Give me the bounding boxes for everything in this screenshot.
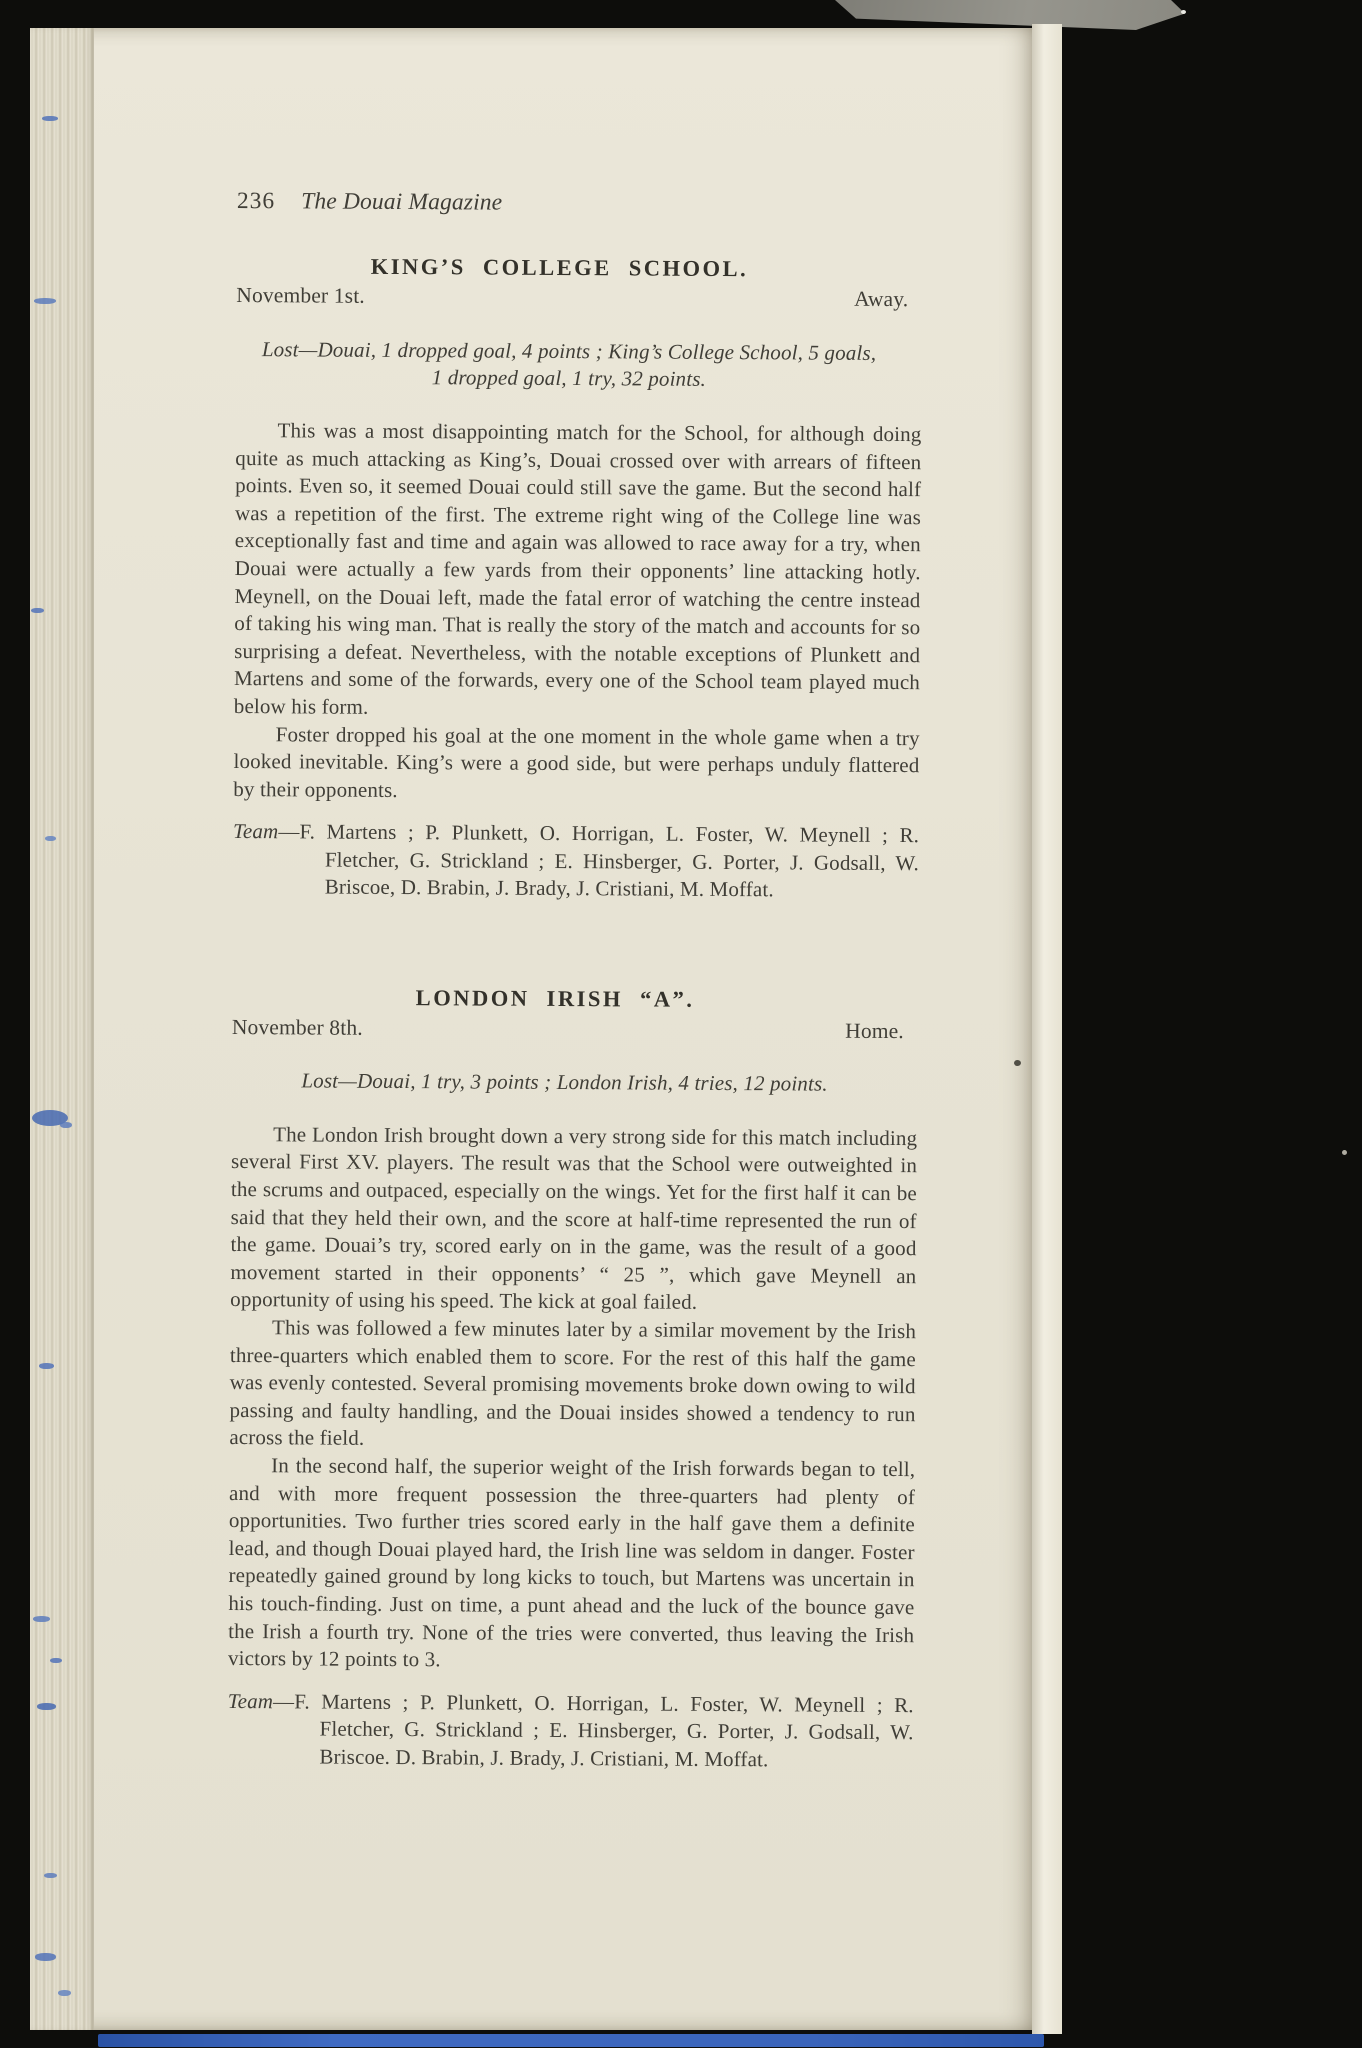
blue-ink-mark <box>34 298 56 304</box>
blue-ink-mark <box>50 1658 62 1663</box>
result-line: Lost—Douai, 1 dropped goal, 4 points ; King’s College School, 5 goals, <box>261 336 877 365</box>
report-paragraph: This was followed a few minutes later by a similar movement by the Irish three-quarters which enabled them to score. For the rest of this half the game was evenly contested. Several promising movements broke down owing to wild passing and faulty handling, and the Douai insides showed a tendency to run across the field. <box>229 1315 917 1451</box>
blue-ink-mark <box>58 1990 71 1996</box>
running-head <box>237 188 923 220</box>
team-label: Team <box>232 819 279 844</box>
report-paragraph: Foster dropped his goal at the one moment in the whole game when a try looked inevitable. King’s were a good side, but were perhaps unduly flattered by their opponents. <box>233 721 920 802</box>
report-paragraph: In the second half, the superior weight of the Irish forwards began to tell, and with more frequent possession the three-quarters had plenty of opportunities. Two further tries scored early in the half gave them a definite lead, and though Douai played hard, the Irish line was seldom in danger. Foster repeatedly gained ground by long kicks to touch, but Martens was uncertain in his touch-finding. Just on time, a punt ahead and the luck of the bounce gave the Irish a fourth try. None of the tries were converted, thus leaving the Irish victors by 12 points to 3. <box>227 1453 916 1672</box>
magazine-title: The Douai Magazine <box>301 188 503 216</box>
team-list <box>233 818 919 905</box>
report-body <box>228 1121 917 1677</box>
blue-ink-mark <box>42 116 58 121</box>
result-line: 1 dropped goal, 1 try, 32 points. <box>431 365 707 392</box>
next-page-edge <box>1032 24 1062 2034</box>
report-paragraph: The London Irish brought down a very strong side for this match including several First XV. players. The result was that the School were outweighted in the scrums and outpaced, especially on the wings. Yet for the first half it can be said that they held their own, and the score at half-time represented the run of the game. Douai’s try, scored early on in the game, was the result of a good movement started in their opponents’ “ 25 ”, which gave Meynell an opportunity of using his speed. The kick at goal failed. <box>230 1122 918 1315</box>
ink-speck <box>1014 1060 1021 1066</box>
printed-page-content <box>227 188 923 1775</box>
report-body <box>233 417 921 807</box>
team-label: Team <box>227 1688 274 1713</box>
match-venue: Away. <box>854 286 909 312</box>
blue-ink-mark <box>45 836 56 841</box>
report-paragraph: This was a most disappointing match for the School, for although doing quite as much attacking as King’s, Douai crossed over with arrears of fifteen points. Even so, it seemed Douai could still save the game. But the second half was a repetition of the first. The extreme right wing of the College line was exceptionally fast and time and again was allowed to race away for a try, when Douai were actually a few yards from their opponents’ line attacking hotly. Meynell, on the Douai left, made the fatal error of watching the centre instead of taking his wing man. That is really the story of the match and accounts for so surprising a defeat. Nevertheless, with the notable exceptions of Plunkett and Martens and some of the forwards, every one of the School team played much below his form. <box>233 418 922 719</box>
blue-ink-mark <box>31 608 44 613</box>
match-report-kings-college-school <box>233 252 923 906</box>
book-cover-strip <box>98 2034 1044 2047</box>
match-venue: Home. <box>845 1018 904 1043</box>
match-result <box>231 1067 917 1099</box>
blue-ink-mark <box>37 1703 56 1710</box>
blue-ink-mark <box>60 1122 72 1128</box>
match-date: November 1st. <box>236 283 365 308</box>
date-venue-row <box>236 282 922 314</box>
match-result <box>236 336 922 395</box>
match-heading: KING’S COLLEGE SCHOOL. <box>370 253 749 281</box>
team-members: —F. Martens ; P. Plunkett, O. Horrigan, L. Foster, W. Meynell ; R. Fletcher, G. Strickland ; E. Hinsberger, G. Porter, J. Godsall, W. Briscoe, D. Brabin, J. Brady, J. Cristiani, M. Moffat. <box>278 819 920 902</box>
page-edges <box>30 28 94 2030</box>
result-line: Lost—Douai, 1 try, 3 points ; London Irish, 4 tries, 12 points. <box>301 1068 828 1096</box>
blue-ink-mark <box>44 1873 57 1878</box>
match-report-london-irish-a <box>227 983 918 1775</box>
blue-ink-mark <box>33 1616 50 1622</box>
blue-ink-mark <box>39 1363 54 1369</box>
page-number: 236 <box>236 188 276 215</box>
book-page <box>30 28 1032 2030</box>
fabric-corner <box>835 0 1185 30</box>
dust-speck <box>1342 1150 1347 1155</box>
match-heading: LONDON IRISH “A”. <box>415 985 695 1012</box>
date-venue-row <box>232 1014 918 1046</box>
match-date: November 8th. <box>231 1014 363 1040</box>
blue-ink-mark <box>35 1953 56 1961</box>
team-members: —F. Martens ; P. Plunkett, O. Horrigan, L. Foster, W. Meynell ; R. Fletcher, G. Strickland ; E. Hinsberger, G. Porter, J. Godsall, W. Briscoe. D. Brabin, J. Brady, J. Cristiani, M. Moffat. <box>273 1688 914 1772</box>
dust-speck <box>1181 10 1186 14</box>
team-list <box>227 1688 913 1775</box>
